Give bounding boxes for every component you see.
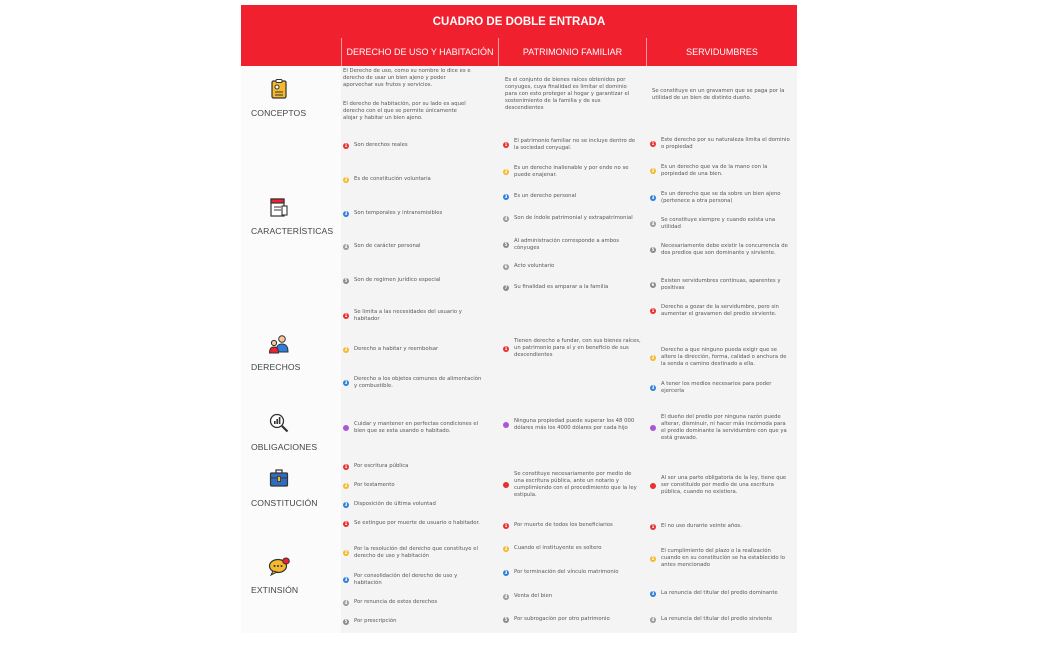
list-item-text: Es un derecho personal <box>514 193 577 199</box>
list-item <box>343 546 483 560</box>
concepto-patrimonio: Es el conjunto de bienes raíces obtenidos por conyuges, cuya finalidad es limitar el dominio para con esto proteger al hogar y garantizar el sostenimiento de la familia y de sus descendientes <box>505 77 630 111</box>
bullet-marker-icon <box>343 425 349 431</box>
number-marker-icon: 4 <box>344 243 348 249</box>
list-item-text: La renuncia del titular del predio dominante <box>661 590 778 596</box>
number-marker-icon: 4 <box>504 215 508 221</box>
list-item-text: Son de índole patrimonial y extrapatrimonial <box>514 215 633 221</box>
number-marker-icon: 1 <box>344 142 348 148</box>
list-item-text: Derecho a habitar y reembolsar <box>354 346 439 352</box>
list-item <box>343 376 483 390</box>
number-marker-icon: 5 <box>651 247 655 252</box>
list-item-text: Su finalidad es amparar a la familia <box>514 284 609 290</box>
people-icon <box>268 333 290 355</box>
number-marker-icon: 3 <box>651 590 655 596</box>
list-item-text: El cumplimiento del plazo o la realización cuando en su constitución se ha establecido lo antes mencionado <box>661 548 785 568</box>
list-item-text: Necesariamente debe existir la concurrencia de dos predios que son dominante y sirviente. <box>661 243 788 256</box>
list-item <box>343 346 483 353</box>
number-marker-icon: 2 <box>651 354 655 360</box>
list-item <box>343 176 483 183</box>
number-marker-icon: 2 <box>344 176 348 182</box>
number-marker-icon: 1 <box>651 523 655 529</box>
bullet-marker-icon <box>650 483 656 489</box>
list-item <box>343 463 483 470</box>
bullet-marker-icon <box>503 482 509 488</box>
number-marker-icon: 2 <box>504 545 508 551</box>
list-item-text: Por la resolución del derecho que constituye el derecho de uso y habitación <box>354 546 478 559</box>
concepto-uso: El Derecho de uso, como su nombre lo dice es e derecho de usar un bien ajeno y poder aporvechar sus frutos y servicios. <box>343 68 471 88</box>
list-item <box>650 278 790 292</box>
list-item <box>650 381 790 395</box>
list-item <box>503 593 641 600</box>
list-item-text: Derecho a gozar de la servidumbre, pero sin aumentar el gravamen del predio sirviente. <box>661 304 779 317</box>
list-item <box>650 548 790 569</box>
list-item-text: Por escritura pública <box>354 463 409 469</box>
list-item <box>343 482 483 489</box>
list-item <box>503 284 641 291</box>
list-item-text: Al ser una parte obligatoria de la ley, tiene que ser constituido por medio de una escritura pública, cuando no existiera. <box>661 475 787 495</box>
list-item-text: Se constituye siempre y cuando exista una utilidad <box>661 217 776 230</box>
row-label-extincion: EXTINSIÓN <box>251 585 299 595</box>
concepto-servidumbres: Se constituye en un gravamen que se paga por la utilidad de un bien de distinto dueño. <box>652 88 785 101</box>
number-marker-icon: 1 <box>504 522 508 528</box>
number-marker-icon: 2 <box>651 555 655 561</box>
number-marker-icon: 5 <box>504 242 508 247</box>
list-item-text: Por muerte de todos los beneficiarios <box>514 522 613 528</box>
concepto-habitacion: El derecho de habitación, por su lado es aquel derecho con el que se permite únicamente alojar y habitar un bien ajeno. <box>343 101 466 121</box>
list-item <box>650 164 790 178</box>
list-item-text: Son derechos reales <box>354 142 408 148</box>
number-marker-icon: 2 <box>344 482 348 488</box>
list-item <box>503 193 641 200</box>
list-item-text: Tienen derecho a fundar, con sus bienes raíces, un patrimonio para sí y en beneficio de sus descendientes <box>514 338 641 358</box>
list-item-text: Es un derecho que va de la mano con la porpiedad de una bien. <box>661 164 768 177</box>
header-servidumbres: SERVIDUMBRES <box>646 38 797 66</box>
number-marker-icon: 2 <box>651 168 655 173</box>
list-item-text: Este derecho por su naturaleza limita el dominio o propiedad <box>661 137 790 150</box>
list-item <box>343 277 483 284</box>
id-card-icon <box>268 78 290 100</box>
bullet-marker-icon <box>650 425 656 431</box>
list-item <box>503 338 641 359</box>
list-item <box>503 471 641 499</box>
number-marker-icon: 2 <box>344 346 348 352</box>
number-marker-icon: 3 <box>504 569 508 575</box>
list-item-text: Se constituye necesariamente por medio de una escritura pública, ante un notario y cumplimiendo con el procedimiento que la ley estipula. <box>514 471 637 498</box>
list-item <box>343 210 483 217</box>
number-marker-icon: 1 <box>504 345 508 351</box>
list-item <box>343 142 483 149</box>
list-item <box>503 418 641 432</box>
number-marker-icon: 6 <box>504 263 508 269</box>
list-item <box>343 618 483 625</box>
list-item <box>503 545 641 552</box>
list-item <box>343 421 483 435</box>
list-item <box>650 523 790 530</box>
list-item <box>503 616 641 623</box>
number-marker-icon: 4 <box>344 599 348 605</box>
list-item <box>650 243 790 257</box>
list-item-text: Se limita a las necesidades del usuario y habitador <box>354 309 462 322</box>
list-item <box>650 590 790 597</box>
row-label-derechos: DERECHOS <box>251 362 301 372</box>
list-item <box>503 215 641 222</box>
list-item <box>650 347 790 368</box>
speech-bubble-icon <box>268 555 290 577</box>
number-marker-icon: 1 <box>651 308 655 313</box>
number-marker-icon: 1 <box>344 463 348 469</box>
list-item <box>343 573 483 587</box>
number-marker-icon: 4 <box>651 616 655 622</box>
number-marker-icon: 1 <box>344 313 348 318</box>
number-marker-icon: 5 <box>344 618 348 624</box>
list-item-text: Es un derecho inalienable y por ende no se puede enajenar. <box>514 165 629 178</box>
list-item <box>650 137 790 151</box>
number-marker-icon: 3 <box>651 385 655 390</box>
row-label-constitucion: CONSTITUCIÓN <box>251 498 318 508</box>
list-item-text: Venta del bien <box>514 593 553 599</box>
list-item <box>343 599 483 606</box>
list-item-text: Por consolidación del derecho de uso y habitación <box>354 573 458 586</box>
list-item-text: Por terminación del vínculo matrimonio <box>514 569 619 575</box>
list-item-text: Son de regimen jurídico especial <box>354 277 441 283</box>
list-item-text: Es de constitución voluntaria <box>354 176 431 182</box>
number-marker-icon: 3 <box>651 195 655 200</box>
number-marker-icon: 5 <box>344 277 348 283</box>
list-item <box>650 475 790 496</box>
list-item <box>343 309 483 323</box>
header-row <box>241 38 797 66</box>
number-marker-icon: 3 <box>344 501 348 507</box>
row-label-conceptos: CONCEPTOS <box>251 108 307 118</box>
row-label-obligaciones: OBLIGACIONES <box>251 442 318 452</box>
number-marker-icon: 3 <box>504 193 508 199</box>
list-item-text: A tener los medios necesarios para poder ejercerla <box>661 381 772 394</box>
number-marker-icon: 3 <box>344 210 348 216</box>
list-item <box>343 243 483 250</box>
list-item-text: Por testamento <box>354 482 395 488</box>
comparison-table <box>241 5 797 633</box>
list-item-text: Cuidar y mantener en perfectas condiciones el bien que se esta usando o habitado. <box>354 421 479 434</box>
list-item <box>343 501 483 508</box>
number-marker-icon: 2 <box>344 550 348 555</box>
list-item-text: Es un derecho que se da sobre un bien ajeno (pertenece a otra persona) <box>661 191 781 204</box>
number-marker-icon: 1 <box>504 142 508 147</box>
list-item-text: Por subrogación por otro patrimonio <box>514 616 610 622</box>
number-marker-icon: 6 <box>651 282 655 287</box>
list-item-text: El dueño del predio por ninguna razón puede alterar, disminuir, ni hacer más incómoda para el predio dominante la servidumbre con que ya está gravado. <box>661 414 787 441</box>
number-marker-icon: 4 <box>504 593 508 599</box>
list-item-text: La renuncia del titular del predio sirviente <box>661 616 773 622</box>
list-item-text: Se extingue por muerte de usuario o habitador. <box>354 520 480 526</box>
list-item <box>650 191 790 205</box>
header-uso-habitacion: DERECHO DE USO Y HABITACIÓN <box>341 38 498 66</box>
list-item-text: Son de carácter personal <box>354 243 421 249</box>
row-labels-column <box>241 66 341 633</box>
number-marker-icon: 1 <box>344 520 348 526</box>
list-item-text: Ninguna propiedad puede superar los 48 000 dólares más los 4000 dólares por cada hijo <box>514 418 635 431</box>
list-item-text: El patrimonio familiar no se incluye dentro de la sociedad conyugal. <box>514 138 636 151</box>
number-marker-icon: 3 <box>344 577 348 582</box>
number-marker-icon: 2 <box>504 169 508 174</box>
list-item-text: Derecho a los objetos comunes de alimentación y combustible. <box>354 376 482 389</box>
list-item <box>650 414 790 442</box>
list-item-text: Disposición de última voluntad <box>354 501 436 507</box>
number-marker-icon: 4 <box>651 221 655 226</box>
list-item-text: Por renuncia de estos derechos <box>354 599 438 605</box>
list-item <box>503 263 641 270</box>
list-item <box>650 304 790 318</box>
list-item-text: Existen servidumbres continuas, aparentes y positivas <box>661 278 781 291</box>
magnifier-chart-icon <box>268 412 290 434</box>
list-item-text: El no uso durante veinte años. <box>661 523 742 529</box>
header-patrimonio-familiar: PATRIMONIO FAMILIAR <box>498 38 646 66</box>
list-item-text: Por prescripción <box>354 618 397 624</box>
list-item <box>503 238 641 252</box>
list-item <box>503 165 641 179</box>
list-item-text: Derecho a que ninguno pueda exigir que se altere la dirección, forma, calidad o anchura de la senda o camino destinado a ella. <box>661 347 787 367</box>
document-icon <box>268 196 290 218</box>
list-item <box>503 522 641 529</box>
briefcase-icon <box>268 467 290 489</box>
list-item-text: Son temporales y intransmisibles <box>354 210 443 216</box>
number-marker-icon: 1 <box>651 141 655 146</box>
list-item-text: Acto voluntario <box>514 263 555 269</box>
list-item <box>343 520 483 527</box>
number-marker-icon: 5 <box>504 616 508 622</box>
list-item-text: Cuando el instituyente es soltero <box>514 545 602 551</box>
bullet-marker-icon <box>503 422 509 428</box>
list-item <box>503 569 641 576</box>
list-item-text: Al administración corresponde a ambos cónyuges <box>514 238 620 251</box>
row-label-caracteristicas: CARACTERÍSTICAS <box>251 226 334 236</box>
table-title: CUADRO DE DOBLE ENTRADA <box>241 5 797 38</box>
number-marker-icon: 7 <box>504 284 508 290</box>
list-item <box>503 138 641 152</box>
list-item <box>650 217 790 231</box>
number-marker-icon: 3 <box>344 380 348 385</box>
list-item <box>650 616 790 623</box>
